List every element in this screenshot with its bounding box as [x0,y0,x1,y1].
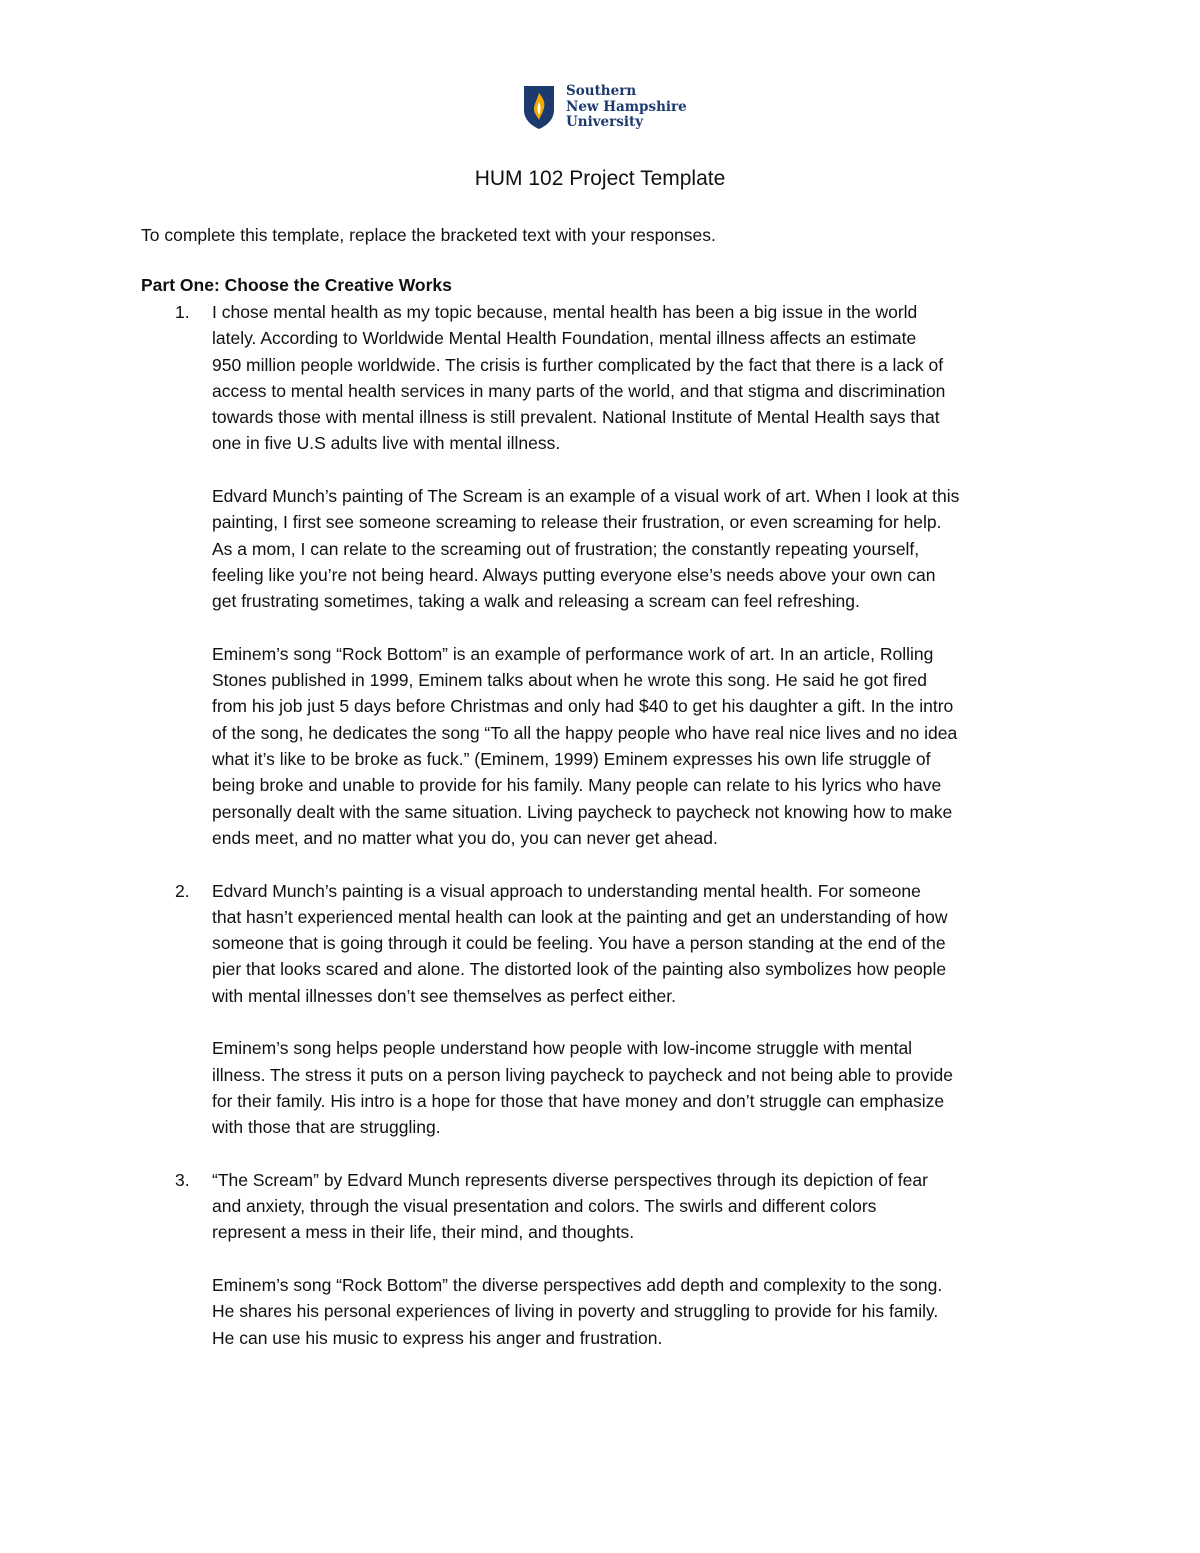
text-line: one in five U.S adults live with mental illness. [212,433,561,454]
university-logo [522,84,687,132]
text-line: personally dealt with the same situation. Living paycheck to paycheck not knowing how to make [212,801,953,822]
text-line: feeling like you’re not being heard. Always putting everyone else’s needs above your own can [212,564,936,585]
logo-wordmark [566,84,687,131]
text-line: from his job just 5 days before Christmas and only had $40 to get his daughter a gift. In the intro [212,696,954,717]
text-line: ends meet, and no matter what you do, you can never get ahead. [212,827,718,848]
text-line: As a mom, I can relate to the screaming out of frustration; the constantly repeating yourself, [212,538,920,559]
list-item [141,299,1081,851]
list-item-number: 2. [175,880,190,901]
text-line: that hasn’t experienced mental health can look at the painting and get an understanding of how [212,906,948,927]
logo-line-3: University [566,114,644,130]
paragraph [212,299,1081,457]
document-title: HUM 102 Project Template [474,167,726,190]
paragraph [212,1272,1081,1351]
paragraph [212,1035,1081,1140]
text-line: with those that are struggling. [212,1117,441,1138]
text-line: being broke and unable to provide for his family. Many people can relate to his lyrics who have [212,775,942,796]
text-line: represent a mess in their life, their mind, and thoughts. [212,1222,635,1243]
text-line: Eminem’s song helps people understand how people with low-income struggle with mental [212,1038,913,1059]
text-line: and anxiety, through the visual presentation and colors. The swirls and different colors [212,1196,877,1217]
text-line: Edvard Munch’s painting is a visual approach to understanding mental health. For someone [212,880,921,901]
text-line: 950 million people worldwide. The crisis is further complicated by the fact that there is a lack of [212,354,944,375]
logo-line-2: New Hampshire [566,98,687,115]
list-item [141,878,1081,1141]
text-line: pier that looks scared and alone. The distorted look of the painting also symbolizes how people [212,959,947,980]
list-item-number: 1. [175,302,190,322]
paragraph [212,641,1081,851]
text-line: “The Scream” by Edvard Munch represents diverse perspectives through its depiction of fear [212,1169,928,1190]
paragraph [212,1167,1081,1246]
text-line: lately. According to Worldwide Mental Health Foundation, mental illness affects an estimate [212,328,917,349]
text-line: someone that is going through it could be feeling. You have a person standing at the end of the [212,933,946,954]
text-line: painting, I first see someone screaming to release their frustration, or even screaming for help. [212,512,942,533]
text-line: with mental illnesses don’t see themselves as perfect either. [212,985,676,1006]
flame-shield-icon [522,84,556,130]
text-line: for their family. His intro is a hope for those that have money and don’t struggle can emphasize [212,1090,945,1111]
text-line: Eminem’s song “Rock Bottom” is an example of performance work of art. In an article, Rolling [212,643,934,664]
text-line: Stones published in 1999, Eminem talks about when he wrote this song. He said he got fired [212,670,928,691]
instructions-text: To complete this template, replace the bracketed text with your responses. [141,225,716,245]
text-line: He shares his personal experiences of living in poverty and struggling to provide for his family. [212,1301,939,1322]
logo-line-1: Southern [566,83,637,99]
list-item [141,1167,1081,1351]
paragraph [212,878,1081,1009]
list-item-number: 3. [175,1169,190,1190]
text-line: Eminem’s song “Rock Bottom” the diverse perspectives add depth and complexity to the song. [212,1274,943,1295]
text-line: what it’s like to be broke as fuck.” (Eminem, 1999) Eminem expresses his own life struggle of [212,749,931,770]
section-heading: Part One: Choose the Creative Works [141,275,452,295]
text-line: access to mental health services in many parts of the world, and that stigma and discrimination [212,380,946,401]
text-line: of the song, he dedicates the song “To all the happy people who have real nice lives and no idea [212,722,958,743]
paragraph [212,483,1081,614]
text-line: towards those with mental illness is still prevalent. National Institute of Mental Health says that [212,407,940,428]
text-line: Edvard Munch’s painting of The Scream is an example of a visual work of art. When I look at this [212,486,960,507]
text-line: get frustrating sometimes, taking a walk and releasing a scream can feel refreshing. [212,591,860,612]
text-line: illness. The stress it puts on a person living paycheck to paycheck and not being able to provide [212,1064,953,1085]
numbered-list [141,299,1081,1351]
text-line: I chose mental health as my topic because, mental health has been a big issue in the world [212,302,918,322]
text-line: He can use his music to express his anger and frustration. [212,1327,663,1348]
